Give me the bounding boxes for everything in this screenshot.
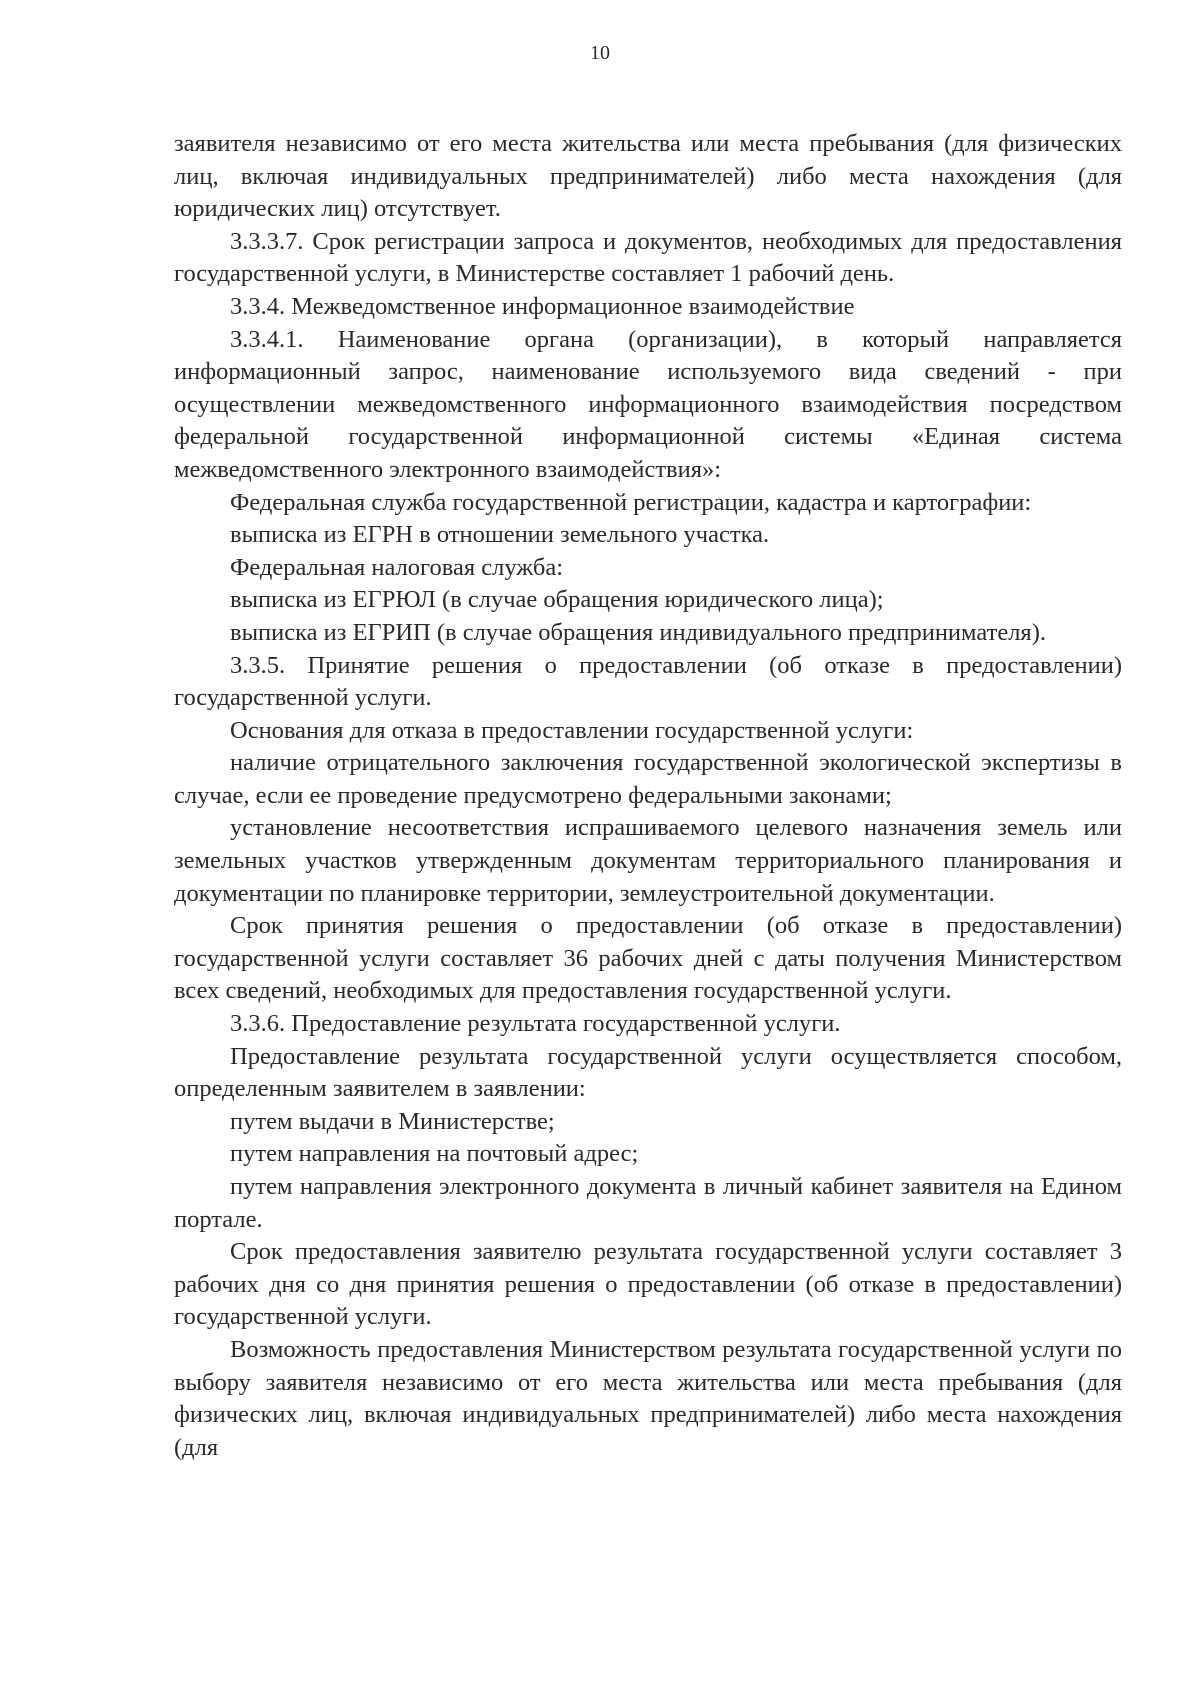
list-item-postal: путем направления на почтовый адрес; [230, 1140, 639, 1168]
paragraph-tax-service: Федеральная налоговая служба: [230, 553, 564, 581]
list-item-ministry: путем выдачи в Министерстве; [230, 1107, 555, 1135]
list-item-egrip: выписка из ЕГРИП (в случае обращения индивидуального предпринимателя). [230, 618, 1046, 646]
list-item-egrul: выписка из ЕГРЮЛ (в случае обращения юридического лица); [230, 586, 884, 614]
list-item-egrn: выписка из ЕГРН в отношении земельного участка. [230, 521, 770, 549]
paragraph-3-3-3-7: 3.3.3.7. Срок регистрации запроса и документов, необходимых для предоставления государственной услуги, в Министерстве составляет 1 рабочий день. [174, 227, 1122, 288]
section-heading-3-3-4: 3.3.4. Межведомственное информационное взаимодействие [230, 292, 855, 320]
document-body [174, 128, 1122, 1464]
list-item-negative-expertise: наличие отрицательного заключения государственной экологической экспертизы в случае, если ее проведение предусмотрено федеральными законами; [174, 749, 1122, 809]
section-heading-3-3-5: 3.3.5. Принятие решения о предоставлении (об отказе в предоставлении) государственной услуги. [174, 651, 1122, 712]
paragraph-continuation: заявителя независимо от его места жительства или места пребывания (для физических лиц, включая индивидуальных предпринимателей) либо места нахождения (для юридических лиц) отсутствует. [174, 130, 1122, 223]
paragraph-decision-term: Срок принятия решения о предоставлении (об отказе в предоставлении) государственной услуги составляет 36 рабочих дней с даты получения Министерством всех сведений, необходимых для предоставления государственной услуги. [174, 912, 1122, 1005]
list-item-portal: путем направления электронного документа в личный кабинет заявителя на Едином портале. [174, 1173, 1122, 1233]
page-number: 10 [590, 42, 610, 64]
paragraph-3-3-4-1: 3.3.4.1. Наименование органа (организации), в который направляется информационный запрос, наименование используемого вида сведений - при осуществлении межведомственного информационного взаимодействия посредством федеральной государственной информационной системы «Единая система межведомственного электронного взаимодействия»: [174, 325, 1122, 483]
paragraph-refusal-grounds: Основания для отказа в предоставлении государственной услуги: [230, 716, 914, 744]
section-heading-3-3-6: 3.3.6. Предоставление результата государственной услуги. [230, 1010, 841, 1038]
paragraph-result-term: Срок предоставления заявителю результата государственной услуги составляет 3 рабочих дня со дня принятия решения о предоставлении (об отказе в предоставлении) государственной услуги. [174, 1238, 1122, 1331]
paragraph-rosreestr: Федеральная служба государственной регистрации, кадастра и картографии: [230, 488, 1032, 516]
paragraph-result-delivery: Предоставление результата государственной услуги осуществляется способом, определенным заявителем в заявлении: [174, 1042, 1122, 1103]
paragraph-possibility: Возможность предоставления Министерством результата государственной услуги по выбору заявителя независимо от его места жительства или места пребывания (для физических лиц, включая индивидуальных предпринимателей) либо места нахождения (для [174, 1335, 1122, 1461]
list-item-mismatch: установление несоответствия испрашиваемого целевого назначения земель или земельных участков утвержденным документам территориального планирования и документации по планировке территории, землеустроительной документации. [174, 814, 1122, 907]
